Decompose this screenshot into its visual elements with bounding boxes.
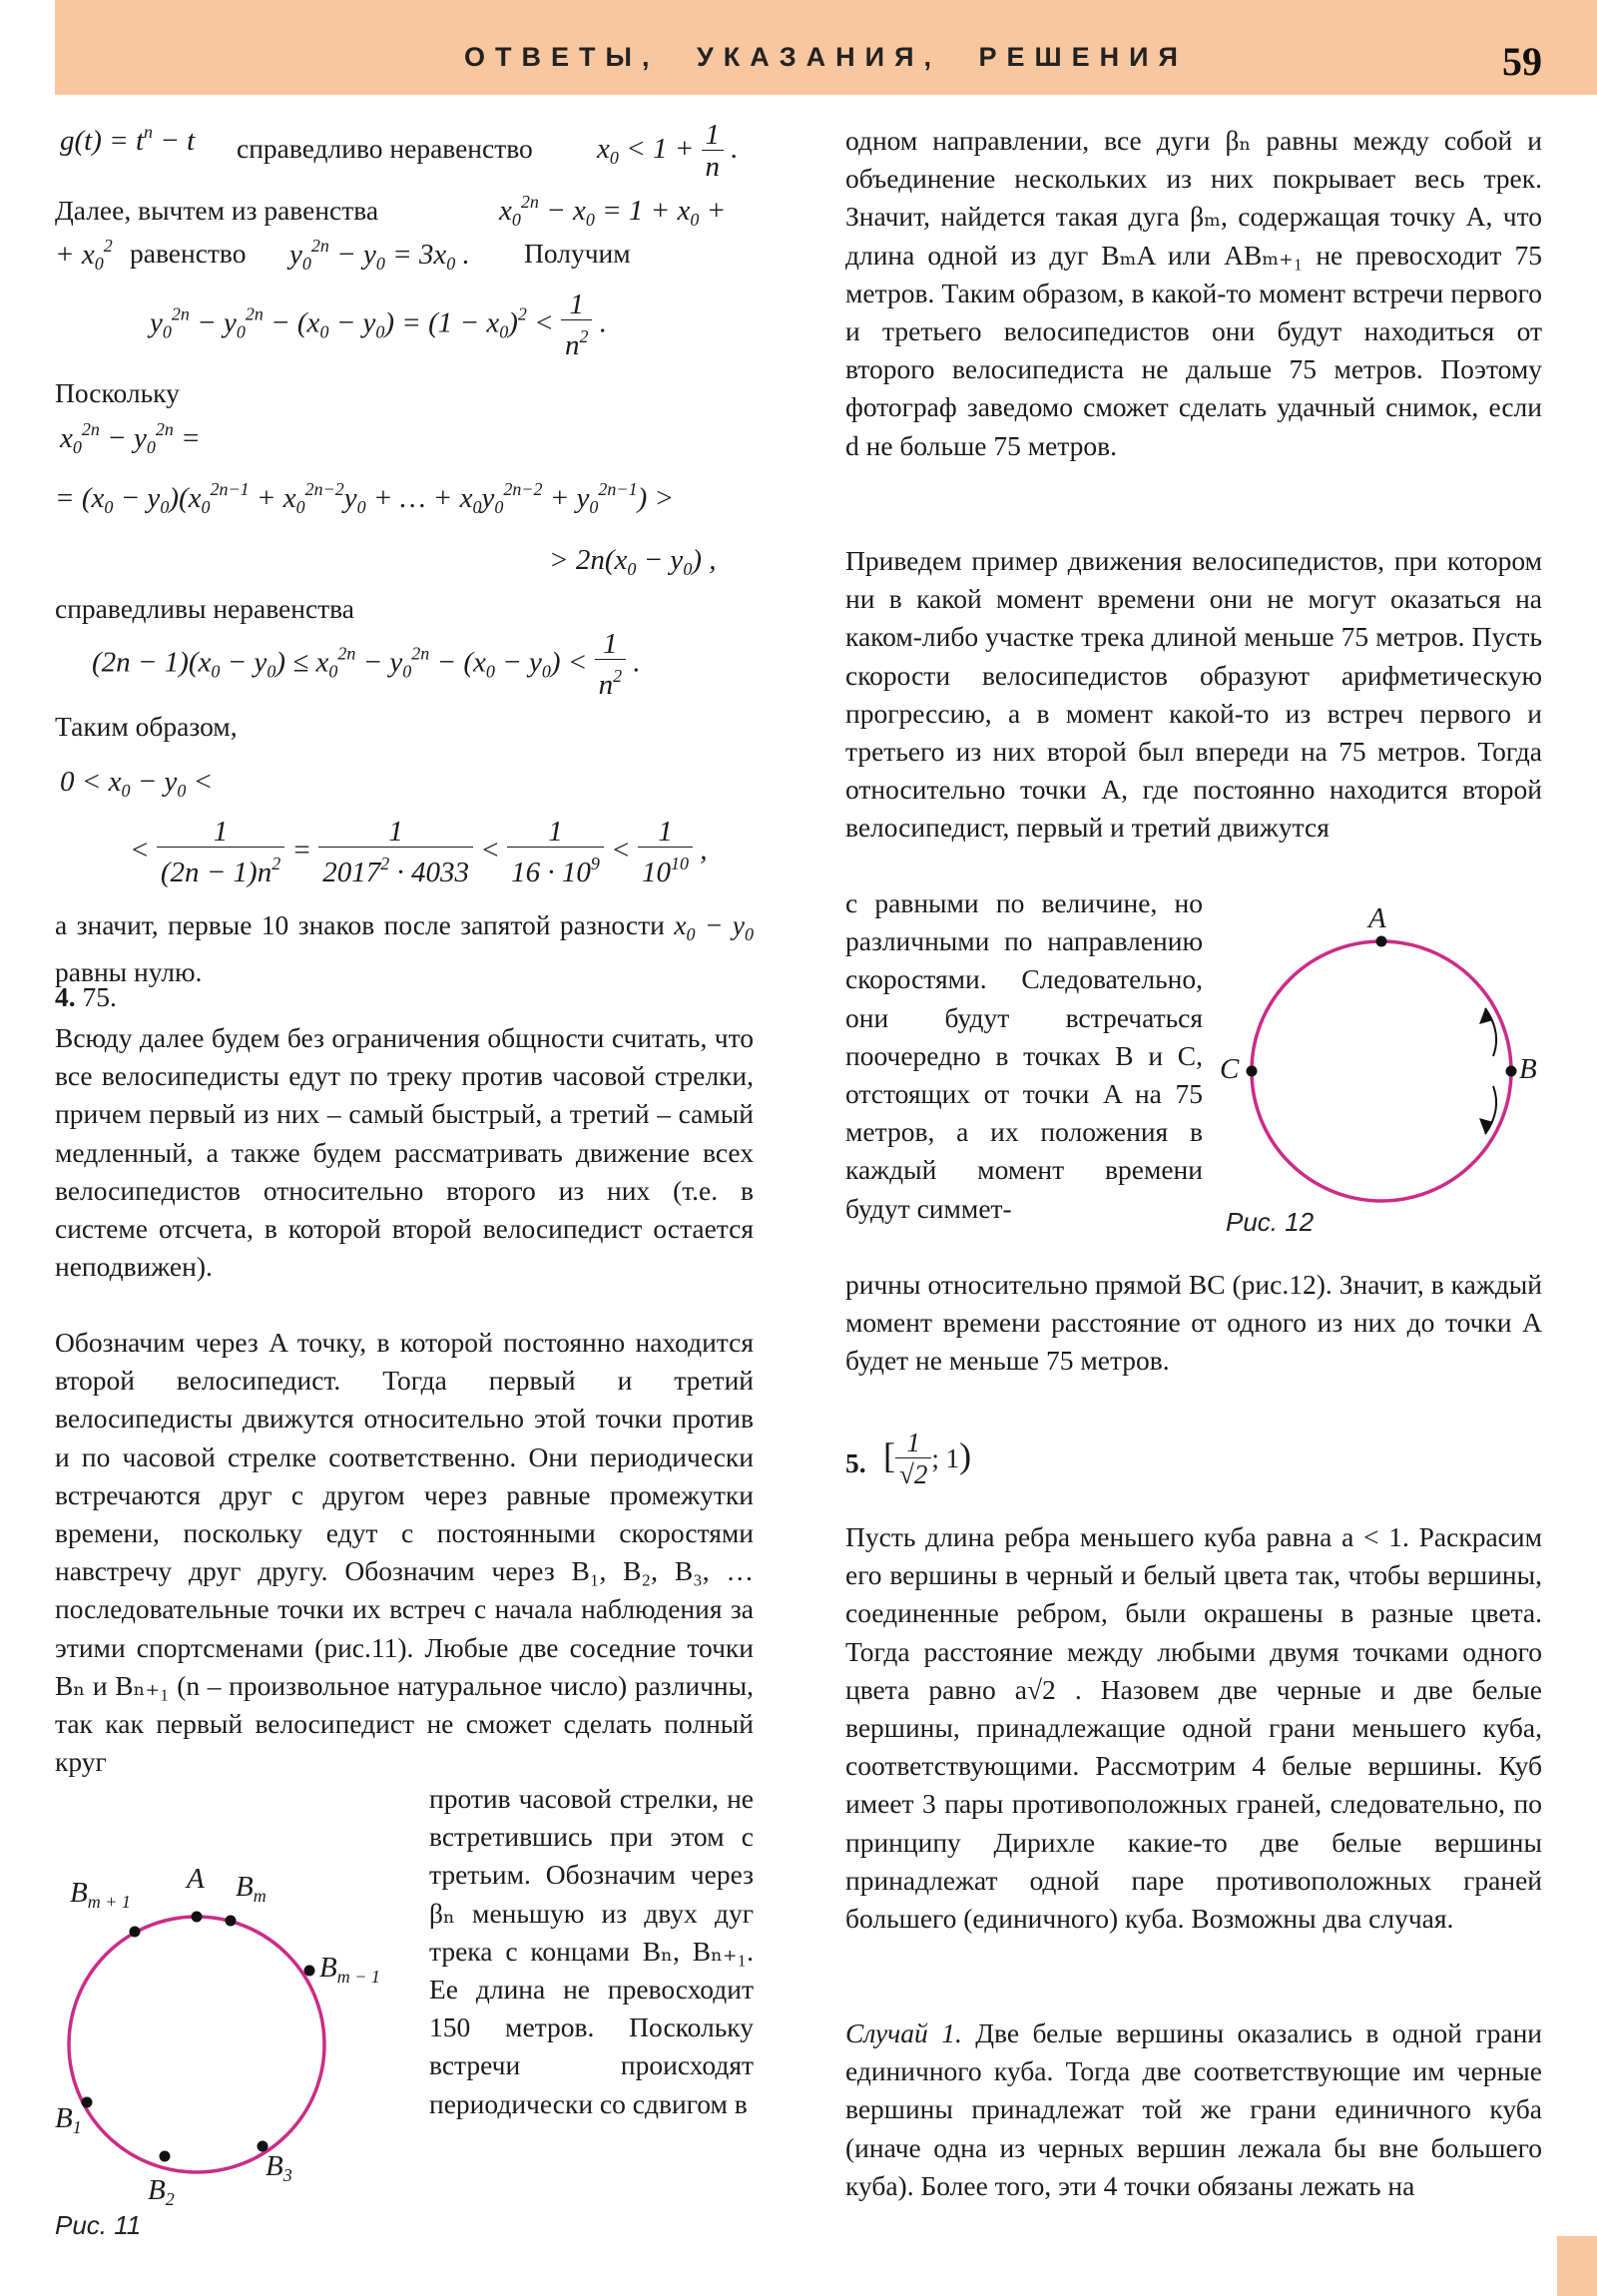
case-1-text: Две белые вершины оказались в одной грани единичного куба. Тогда две соответствующие им черные вершины принадлежат той же грани единичного куба (иначе одна из черных вершин лежала бы вне большего куба). Более того, эти 4 точки обязаны лежать на (845, 2017, 1542, 2201)
formula-y0-eq: $y_0^{2n} - y_0 = 3x_0$ . (289, 236, 470, 274)
page-number: 59 (1502, 39, 1542, 84)
fig11-point-b2 (160, 2151, 171, 2162)
fig11-label-bm: $B_m$ (236, 1871, 266, 1906)
answer-4-number: 4. (55, 981, 76, 1012)
fig11-point-bm-plus-1 (130, 1927, 141, 1938)
left-paragraph-2: Обозначим через A точку, в которой постоянно находится второй велосипедист. Тогда первый и третий велосипедисты движутся относительно этой точки против и по часовой стрелке соответственно. Они периодически встречаются друг с другом через равные промежутки времени, поскольку едут с постоянными скоростями навстречу друг другу. Обозначим через B₁, B₂, B₃, … последовательные точки их встреч с начала наблюдения за этими спортсменами (рис.11). Любые две соседние точки Bₙ и Bₙ₊₁ (n – произвольное натуральное число) различны, так как первый велосипедист не сможет сделать полный круг (55, 1327, 754, 1778)
fig11-label-bm-plus-1: $B_{m + 1}$ (70, 1877, 131, 1912)
right-paragraph-2-end: ричны относительно прямой BC (рис.12). Значит, в каждый момент времени расстояние от одного из них до точки A будет не меньше 75 метров. (845, 1269, 1542, 1377)
right-paragraph-2: Приведем пример движения велосипедистов, при котором ни в какой момент времени они не могут оказаться на каком-либо участке трека длиной меньше 75 метров. Пусть скорости велосипедистов образуют арифметическую прогрессию, а в момент какой-то из встреч первого и третьего из них второй был впереди на 75 метров. Тогда относительно точки A, где постоянно находится второй велосипедист, первый и третий движутся (845, 545, 1542, 844)
right-paragraph-1: одном направлении, все дуги βₙ равны между собой и объединение нескольких из них покрывает весь трек. Значит, найдется такая дуга βₘ, содержащая точку A, что длина одной из дуг BₘA или ABₘ₊₁ не превосходит 75 метров. Таким образом, в какой-то момент встречи первого и третьего велосипедистов они будут находиться от второго велосипедиста не дальше 75 метров. Поэтому фотограф заведомо сможет сделать удачный снимок, если d не больше 75 метров. (845, 125, 1542, 461)
left-paragraph-1: Всюду далее будем без ограничения общности считать, что все велосипедисты едут по треку против часовой стрелки, причем первый из них – самый быстрый, а третий – самый медленный, а также будем рассматривать движение всех велосипедистов относительно второго из них (т.е. в системе отсчета, в которой второй велосипедист остается неподвижен). (55, 1022, 754, 1283)
formula-gt-2n: > $2n(x_0 - y_0)$ , (549, 544, 717, 579)
text-eq: равенство (130, 238, 247, 269)
fig12-point-b (1506, 1066, 1517, 1077)
formula-g: $g(t) = t^n - t$ (60, 122, 196, 157)
fig11-caption: Рис. 11 (55, 2210, 142, 2240)
text-valid: справедливы неравенства (55, 593, 354, 624)
text-zero: а значит, первые 10 знаков после запятой разности $x_0 - y_0$ равны нулю. (55, 909, 755, 987)
fig12-point-c (1247, 1066, 1258, 1077)
right-paragraph-2-narrow: с равными по величине, но различными по направлению скоростями. Следовательно, они будут встречаться поочередно в точках B и C, отстоящих от точки A на 75 метров, а их положения в каждый момент времени будут симмет- (845, 887, 1203, 1224)
figure-11 (40, 1857, 419, 2256)
formula-expand: = $(x_0 - y_0)(x_0^{2n-1} + x_0^{2n-2}y_0$ + … + $x_0y_0^{2n-2} + y_0^{2n-1}$) > (55, 479, 675, 517)
header-title: ОТВЕТЫ, УКАЗАНИЯ, РЕШЕНИЯ (464, 42, 1188, 72)
formula-chain: < $\frac{1}{(2n - 1)n^2}$ = $\frac{1}{2017^2 \cdot 4033}$ < $\frac{1}{16 \cdot 10^9}$ < $\frac{1}{10^{10}}$ , (130, 816, 708, 888)
fig11-point-b1 (82, 2097, 93, 2108)
right-case-1 (845, 2014, 1542, 2205)
text-get: Получим (524, 238, 631, 269)
fig12-label-a: A (1368, 902, 1386, 934)
fig12-label-c: C (1220, 1053, 1240, 1085)
formula-x0-sq: + $x_0^2$ (55, 236, 113, 274)
formula-main-1: $y_0^{2n} - y_0^{2n} - (x_0 - y_0) = (1 - x_0)^2$ < $\frac{1}{n^2}$ . (150, 288, 607, 361)
fig12-point-a (1376, 936, 1387, 947)
answer-4 (55, 981, 117, 1013)
formula-x0-bound: $x_0 < 1$ + $\frac{1}{n}$ . (597, 119, 739, 183)
text-thus: Таким образом, (55, 711, 238, 742)
fig11-point-a (192, 1912, 203, 1923)
answer-4-value: 75. (82, 981, 117, 1012)
fig12-label-b: B (1519, 1053, 1537, 1085)
figure-12 (1218, 908, 1547, 1208)
fig12-caption: Рис. 12 (1226, 1207, 1315, 1237)
fig11-label-bm-minus-1: $B_{m - 1}$ (319, 1952, 380, 1987)
formula-diff: $x_0^{2n} - y_0^{2n}$ = (60, 419, 201, 457)
formula-ineq: $(2n - 1)(x_0 - y_0) \le x_0^{2n} - y_0^{2n} - (x_0 - y_0)$ < $\frac{1}{n^2}$ . (92, 628, 641, 701)
fig11-circle (69, 1917, 324, 2172)
text-gt: справедливо неравенство (237, 133, 533, 164)
fig11-label-b3: $B_3$ (266, 2150, 292, 2185)
answer-5-number: 5. (845, 1447, 866, 1478)
fig12-circle (1252, 941, 1511, 1201)
formula-x0-eq: $x_0^{2n} - x_0 = 1 + x_0$ + (499, 192, 727, 230)
text-since: Поскольку (55, 377, 180, 408)
answer-5-interval: [ $\frac{1}{√2}$ ; 1) (883, 1428, 972, 1489)
fig11-label-b1: $B_1$ (55, 2102, 82, 2137)
fig11-point-bm-minus-1 (304, 1966, 315, 1977)
fig11-label-b2: $B_2$ (148, 2174, 175, 2209)
text-further: Далее, вычтем из равенства (55, 195, 379, 226)
formula-zero-lt: $0 < x_0 - y_0$ < (60, 766, 214, 801)
fig11-label-a: A (187, 1863, 205, 1895)
fig11-point-bm (226, 1916, 237, 1927)
corner-tab (1557, 2236, 1597, 2296)
right-paragraph-3: Пусть длина ребра меньшего куба равна a < 1. Раскрасим его вершины в черный и белый цвета так, чтобы вершины, соединенные ребром, были окрашены в разные цвета. Тогда расстояние между любыми двумя точками одного цвета равно a√2 . Назовем две черные и две белые вершины, принадлежащие одной грани меньшего куба, соответствующими. Рассмотрим 4 белые вершины. Куб имеет 3 пары противоположных граней, следовательно, по принципу Дирихле какие-то две белые вершины принадлежат одной паре противоположных граней большего (единичного) куба. Возможны два случая. (845, 1521, 1542, 1935)
left-paragraph-2-wrap: против часовой стрелки, не встретившись при этом с третьим. Обозначим через βₙ меньшую из двух дуг трека с концами Bₙ, Bₙ₊₁. Ее длина не превосходит 150 метров. Поскольку встречи происходят периодически со сдвигом в (429, 1783, 754, 2119)
case-1-label: Случай 1. (845, 2017, 962, 2048)
page-header (55, 0, 1597, 95)
